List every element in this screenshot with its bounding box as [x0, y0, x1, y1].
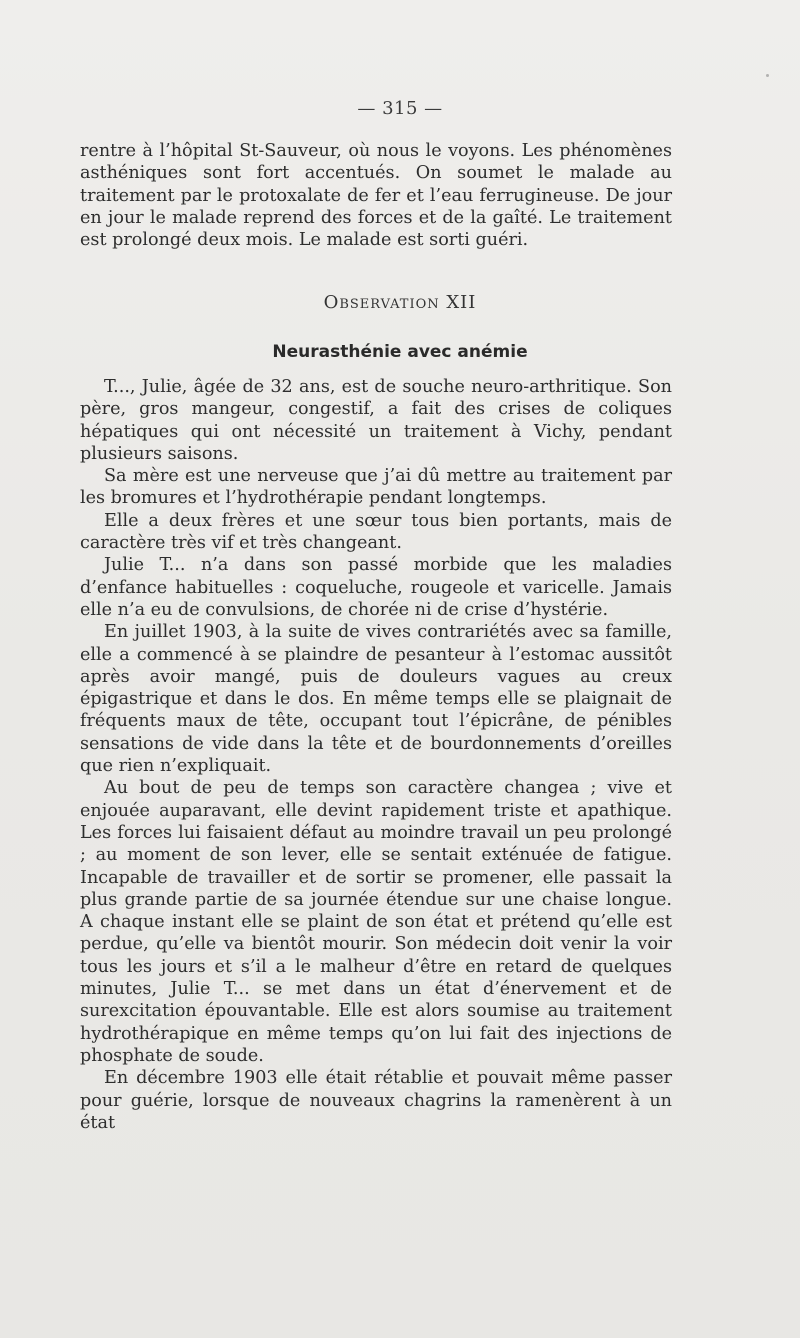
- observation-subtitle: Neurasthénie avec anémie: [272, 342, 528, 362]
- opening-paragraph: rentre à l’hôpital St-Sauveur, où nous le voyons. Les phénomènes asthéniques sont fort accentués. On soumet le malade au traitement par le protoxalate de fer et l’eau ferrugineuse. De jour en jour le malade reprend des forces et de la gaîté. Le traitement est prolongé deux mois. Le malade est sorti guéri.: [80, 141, 672, 251]
- paragraph-course: Au bout de peu de temps son caractère changea ; vive et enjouée auparavant, elle devint rapidement triste et apathique. Les forces lui faisaient défaut au moindre travail un peu prolongé ; au moment de son lever, elle se sentait exténuée de fatigue. Incapable de travailler et de sortir se promener, elle passait la plus grande partie de sa journée étendue sur une chaise longue. A chaque instant elle se plaint de son état et prétend qu’elle est perdue, qu’elle va bientôt mourir. Son médecin doit venir la voir tous les jours et s’il a le malheur d’être en retard de quelques minutes, Julie T... se met dans un état d’énervement et de surexcitation épouvantable. Elle est alors soumise au traitement hydrothérapique en même temps qu’on lui fait des injections de phosphate de soude.: [80, 778, 672, 1066]
- paragraph-siblings: Elle a deux frères et une sœur tous bien portants, mais de caractère très vif et très changeant.: [80, 510, 672, 554]
- paragraph-family-history-mother: Sa mère est une nerveuse que j’ai dû mettre au traitement par les bromures et l’hydrothérapie pendant longtemps.: [80, 466, 672, 509]
- paragraph-past-history: Julie T... n’a dans son passé morbide que les maladies d’enfance habituelles : coqueluche, rougeole et varicelle. Jamais elle n’a eu de convulsions, de chorée ni de crise d’hystérie.: [80, 555, 672, 620]
- observation-title: Observation XII: [323, 292, 477, 313]
- page-number: — 315 —: [357, 98, 443, 119]
- paper-speck: [766, 74, 769, 77]
- paragraph-family-history-father: T..., Julie, âgée de 32 ans, est de souche neuro-arthritique. Son père, gros mangeur, congestif, a fait des crises de coliques hépatiques qui ont nécessité un traitement à Vichy, pendant plusieurs saisons.: [80, 377, 672, 464]
- paragraph-relapse: En décembre 1903 elle était rétablie et pouvait même passer pour guérie, lorsque de nouveaux chagrins la ramenèrent à un état: [80, 1068, 672, 1133]
- case-body: [80, 376, 672, 1134]
- paragraph-onset: En juillet 1903, à la suite de vives contrariétés avec sa famille, elle a commencé à se plaindre de pesanteur à l’estomac aussitôt après avoir mangé, puis de douleurs vagues au creux épigastrique et dans le dos. En même temps elle se plaignait de fréquents maux de tête, occupant tout l’épicrâne, de pénibles sensations de vide dans la tête et de bourdonnements d’oreilles que rien n’expliquait.: [80, 622, 672, 777]
